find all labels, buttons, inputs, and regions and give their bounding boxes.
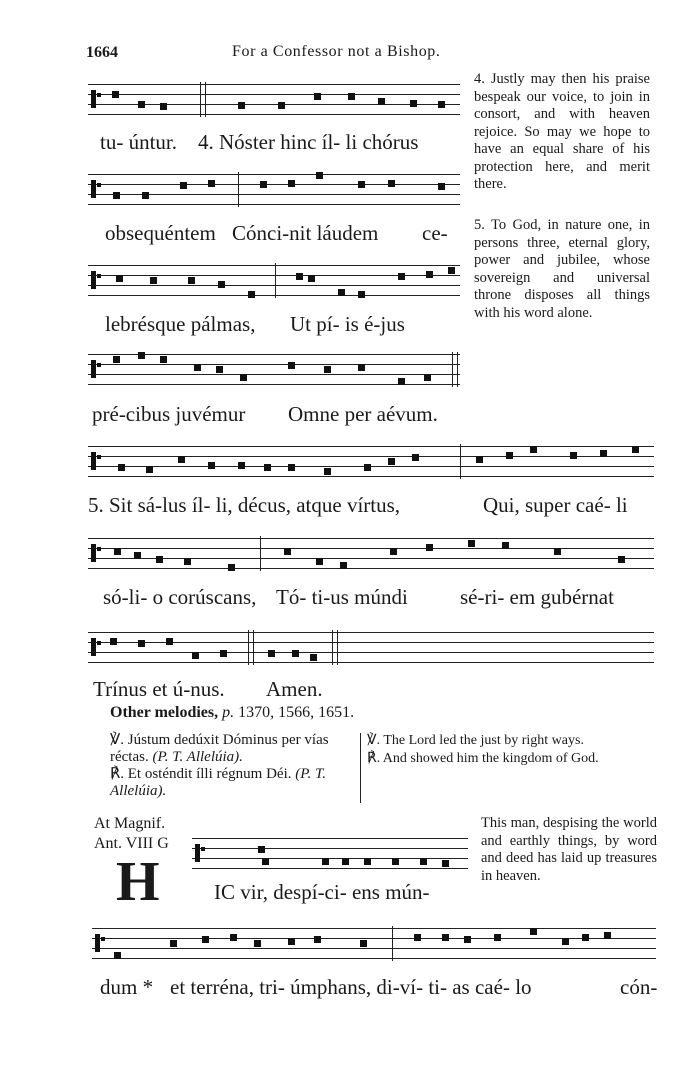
neume-note	[114, 548, 121, 555]
neume-note	[582, 934, 589, 941]
neume-note	[324, 468, 331, 475]
neume-note	[324, 366, 331, 373]
neume-note	[258, 846, 265, 853]
neume-note	[194, 364, 201, 371]
bar-line	[392, 926, 393, 961]
neume-note	[248, 291, 255, 298]
clef-icon	[91, 360, 96, 378]
neume-note	[288, 180, 295, 187]
neume-note	[388, 458, 395, 465]
neume-note	[180, 182, 187, 189]
staff-line	[192, 868, 468, 869]
lyric-line-6c: sé-ri- em gubérnat	[460, 585, 614, 609]
neume-note	[296, 273, 303, 280]
staff-line	[88, 476, 654, 477]
clef-icon	[91, 271, 96, 289]
neume-note	[268, 650, 275, 657]
neume-note	[448, 267, 455, 274]
clef-icon	[91, 452, 96, 470]
neume-note	[142, 192, 149, 199]
neume-note	[398, 378, 405, 385]
neume-note	[264, 464, 271, 471]
staff-line	[88, 174, 460, 175]
neume-note	[146, 466, 153, 473]
versicle-english	[367, 732, 657, 768]
staff-6	[88, 536, 654, 570]
staff-line	[88, 662, 654, 663]
neume-note	[426, 544, 433, 551]
neume-note	[438, 183, 445, 190]
staff-line	[88, 114, 460, 115]
neume-note	[220, 650, 227, 657]
neume-note	[410, 100, 417, 107]
lyric-line-1a: tu- úntur.	[100, 130, 177, 154]
neume-note	[112, 91, 119, 98]
antiphon-at: At Magnif.	[94, 815, 166, 832]
staff-line	[92, 958, 656, 959]
lyric-line-6a: só-li- o corúscans,	[103, 585, 257, 609]
staff-3	[88, 263, 460, 297]
versicle-latin	[110, 732, 356, 800]
neume-note	[342, 858, 349, 865]
neume-note	[238, 102, 245, 109]
neume-note	[202, 936, 209, 943]
neume-note	[160, 356, 167, 363]
neume-note	[412, 454, 419, 461]
neume-note	[113, 356, 120, 363]
neume-note	[420, 858, 427, 865]
clef-icon	[91, 90, 96, 108]
translation-antiphon: This man, despising the world and earthly things, by word and deed has laid up treasures in heaven.	[481, 815, 657, 884]
bar-line	[275, 263, 276, 298]
translation-stanza-5: 5. To God, in nature one, in persons three, eternal glory, power and jubilee, whose sovereign and universal throne disposes all things with his word alone.	[474, 217, 650, 321]
bar-line	[200, 82, 206, 117]
translation-stanza-4: 4. Justly may then his praise bespeak our voice, to join in consort, and with heaven rejoice. So may we hope to have an equal share of his protection here, and merit there.	[474, 71, 650, 192]
staff-line	[92, 948, 656, 949]
neume-note	[424, 374, 431, 381]
lyric-line-8c: cón-	[620, 975, 658, 999]
neume-note	[208, 462, 215, 469]
bar-line	[238, 172, 239, 207]
neume-note	[310, 654, 317, 661]
staff-line	[88, 364, 460, 365]
lyric-line-3a: lebrésque pálmas,	[105, 312, 256, 336]
lyric-line-8a: dum *	[100, 975, 154, 999]
staff-line	[88, 295, 460, 296]
bar-line	[452, 352, 458, 387]
neume-note	[414, 934, 421, 941]
lyric-antiphon-1: IC vir, despí-ci- ens mún-	[214, 880, 430, 904]
neume-note	[216, 366, 223, 373]
neume-note	[228, 564, 235, 571]
neume-note	[138, 640, 145, 647]
neume-note	[116, 275, 123, 282]
neume-note	[340, 562, 347, 569]
lyric-line-3b: Ut pí- is é-jus	[290, 312, 405, 336]
neume-note	[468, 540, 475, 547]
neume-note	[554, 548, 561, 555]
neume-note	[314, 936, 321, 943]
neume-note	[188, 277, 195, 284]
neume-note	[358, 291, 365, 298]
neume-note	[562, 938, 569, 945]
staff-7	[88, 630, 654, 664]
neume-note	[570, 452, 577, 459]
neume-note	[254, 940, 261, 947]
neume-note	[288, 464, 295, 471]
neume-note	[364, 858, 371, 865]
staff-line	[92, 928, 656, 929]
neume-note	[364, 464, 371, 471]
neume-note	[322, 858, 329, 865]
neume-note	[600, 450, 607, 457]
neume-note	[114, 952, 121, 959]
neume-note	[160, 103, 167, 110]
lyric-line-7a: Trínus et ú-nus.	[93, 677, 225, 701]
versicle-latin-r: ℟. Et osténdit ílli régnum Déi. (P. T. Allelúia).	[110, 766, 326, 799]
clef-icon	[91, 544, 96, 562]
staff-line	[88, 94, 460, 95]
neume-note	[506, 452, 513, 459]
other-melodies-pages: 1370, 1566, 1651.	[238, 704, 355, 721]
drop-cap: H	[116, 851, 160, 913]
page-title: For a Confessor not a Bishop.	[232, 43, 441, 60]
staff-line	[88, 568, 654, 569]
neume-note	[118, 464, 125, 471]
lyric-line-4a: pré-cibus juvémur	[92, 402, 246, 426]
staff-8	[192, 836, 468, 870]
neume-note	[292, 650, 299, 657]
antiphon-heading	[94, 814, 169, 854]
staff-line	[88, 285, 460, 286]
clef-icon	[95, 934, 100, 952]
staff-line	[88, 204, 460, 205]
neume-note	[530, 928, 537, 935]
staff-line	[88, 184, 460, 185]
neume-note	[138, 101, 145, 108]
neume-note	[442, 934, 449, 941]
neume-note	[632, 446, 639, 453]
staff-line	[88, 652, 654, 653]
staff-line	[88, 446, 654, 447]
neume-note	[604, 932, 611, 939]
staff-line	[192, 848, 468, 849]
clef-icon	[91, 180, 96, 198]
neume-note	[178, 456, 185, 463]
neume-note	[278, 102, 285, 109]
staff-2	[88, 172, 460, 206]
lyric-line-8b: et terréna, tri- úmphans, di-ví- ti- as caé- lo	[170, 975, 532, 999]
antiphon-mode: Ant. VIII G	[94, 835, 169, 852]
bar-line	[332, 630, 338, 665]
neume-note	[388, 180, 395, 187]
neume-note	[392, 858, 399, 865]
lyric-line-2a: obsequéntem	[105, 221, 216, 245]
other-melodies-page-abbr: p.	[222, 704, 235, 721]
neume-note	[438, 101, 445, 108]
neume-note	[166, 638, 173, 645]
neume-note	[378, 98, 385, 105]
neume-note	[314, 93, 321, 100]
versicle-latin-v: ℣. Jústum dedúxit Dóminus per vías réctas. (P. T. Allelúia).	[110, 732, 329, 765]
lyric-line-4b: Omne per aévum.	[288, 402, 438, 426]
neume-note	[218, 281, 225, 288]
column-divider	[360, 733, 361, 803]
neume-note	[288, 938, 295, 945]
other-melodies	[110, 704, 354, 722]
neume-note	[316, 172, 323, 179]
neume-note	[134, 552, 141, 559]
other-melodies-label: Other melodies,	[110, 704, 219, 721]
staff-line	[88, 632, 654, 633]
neume-note	[618, 556, 625, 563]
neume-note	[398, 273, 405, 280]
neume-note	[208, 180, 215, 187]
neume-note	[288, 362, 295, 369]
neume-note	[358, 181, 365, 188]
clef-icon	[195, 844, 200, 862]
neume-note	[113, 192, 120, 199]
neume-note	[464, 936, 471, 943]
versicle-english-r: ℟. And showed him the kingdom of God.	[367, 751, 599, 766]
staff-line	[88, 548, 654, 549]
neume-note	[360, 940, 367, 947]
staff-line	[88, 374, 460, 375]
neume-note	[308, 275, 315, 282]
staff-line	[88, 84, 460, 85]
neume-note	[170, 940, 177, 947]
lyric-line-5a: 5. Sit sá-lus íl- li, décus, atque vírtus,	[88, 493, 401, 517]
neume-note	[530, 446, 537, 453]
neume-note	[316, 558, 323, 565]
lyric-line-2b: Cónci-nit láudem	[232, 221, 379, 245]
neume-note	[240, 374, 247, 381]
staff-4	[88, 352, 460, 386]
neume-note	[156, 556, 163, 563]
lyric-line-5b: Qui, super caé- li	[483, 493, 628, 517]
neume-note	[260, 181, 267, 188]
bar-line	[460, 444, 461, 479]
lyric-line-2c: ce-	[422, 221, 448, 245]
neume-note	[442, 860, 449, 867]
neume-note	[262, 858, 269, 865]
lyric-line-7b: Amen.	[266, 677, 323, 701]
neume-note	[238, 462, 245, 469]
lyric-line-1b: 4. Nóster hinc íl- li chórus	[198, 130, 419, 154]
staff-line	[92, 938, 656, 939]
staff-line	[192, 838, 468, 839]
staff-line	[88, 538, 654, 539]
neume-note	[184, 558, 191, 565]
lyric-line-6b: Tó- ti-us múndi	[276, 585, 408, 609]
neume-note	[494, 934, 501, 941]
bar-line	[260, 536, 261, 571]
page-number: 1664	[86, 44, 118, 61]
neume-note	[338, 289, 345, 296]
neume-note	[230, 934, 237, 941]
neume-note	[192, 652, 199, 659]
staff-line	[88, 265, 460, 266]
staff-9	[92, 926, 656, 960]
neume-note	[358, 364, 365, 371]
bar-line	[248, 630, 254, 665]
staff-line	[88, 466, 654, 467]
neume-note	[284, 548, 291, 555]
versicle-english-v: ℣. The Lord led the just by right ways.	[367, 733, 584, 748]
neume-note	[390, 548, 397, 555]
neume-note	[348, 93, 355, 100]
clef-icon	[91, 638, 96, 656]
staff-1	[88, 82, 460, 116]
neume-note	[150, 277, 157, 284]
neume-note	[502, 542, 509, 549]
staff-5	[88, 444, 654, 478]
neume-note	[476, 456, 483, 463]
neume-note	[426, 271, 433, 278]
neume-note	[110, 638, 117, 645]
neume-note	[138, 352, 145, 359]
staff-line	[88, 558, 654, 559]
